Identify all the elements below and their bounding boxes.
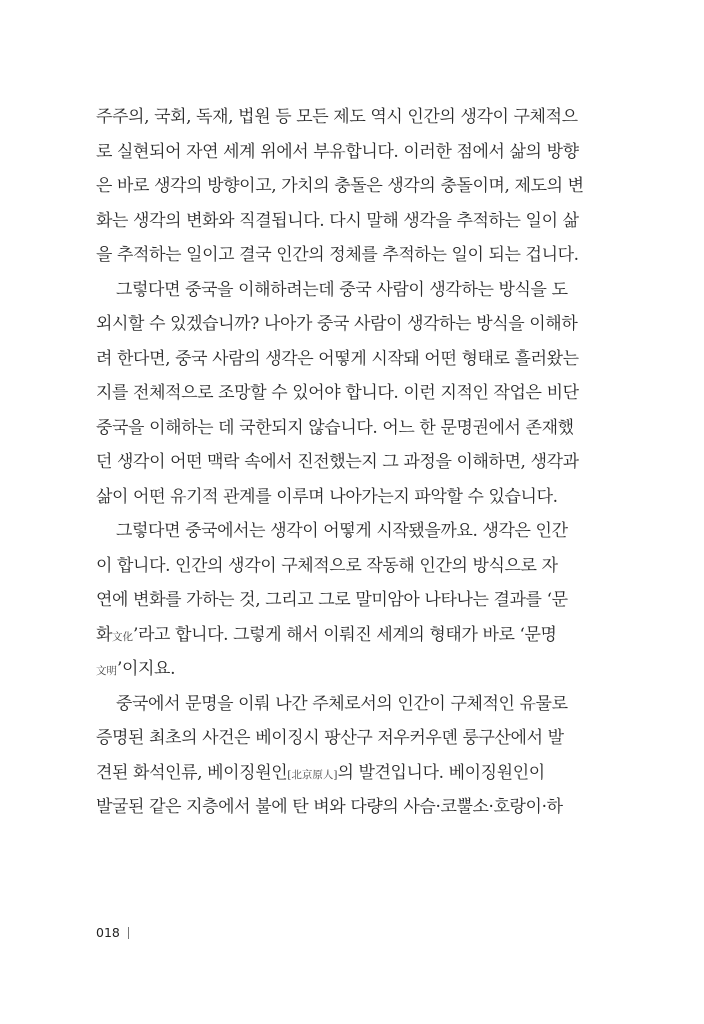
text-segment: ’라고 합니다. 그렇게 해서 이뤄진 세계의 형태가 바로 ‘문명	[133, 624, 557, 645]
page-number: 018	[96, 925, 120, 940]
text-segment: 화는 생각의 변화와 직결됩니다. 다시 말해 생각을 추적하는 일이 삶	[96, 210, 579, 231]
text-line	[96, 445, 610, 480]
text-segment: 로 실현되어 자연 세계 위에서 부유합니다. 이러한 점에서 삶의 방향	[96, 141, 579, 162]
text-segment: 그렇다면 중국을 이해하려는데 중국 사람이 생각하는 방식을 도	[116, 279, 568, 300]
text-line	[96, 376, 610, 411]
page-footer	[96, 925, 129, 940]
text-line	[96, 618, 610, 653]
text-segment: 발굴된 같은 지층에서 불에 탄 벼와 다량의 사슴·코뿔소·호랑이·하	[96, 797, 563, 817]
text-segment: 려 한다면, 중국 사람의 생각은 어떻게 시작돼 어떤 형태로 흘러왔는	[96, 348, 579, 369]
text-segment: ’이지요.	[117, 659, 176, 679]
body-text	[96, 100, 610, 825]
text-line	[96, 687, 610, 722]
text-line	[96, 652, 610, 687]
text-segment: 은 바로 생각의 방향이고, 가치의 충돌은 생각의 충돌이며, 제도의 변	[96, 176, 584, 196]
text-segment: 지를 전체적으로 조망할 수 있어야 합니다. 이런 지적인 작업은 비단	[96, 383, 579, 403]
text-segment: 주주의, 국회, 독재, 법원 등 모든 제도 역시 인간의 생각이 구체적으	[96, 107, 578, 127]
hanja-annotation: [北京原人]	[287, 768, 338, 781]
hanja-annotation: 文明	[96, 665, 117, 677]
text-line	[96, 135, 610, 170]
text-line	[96, 514, 610, 549]
text-line	[96, 549, 610, 584]
text-segment: 이 합니다. 인간의 생각이 구체적으로 작동해 인간의 방식으로 자	[96, 555, 558, 576]
text-segment: 증명된 최초의 사건은 베이징시 팡산구 저우커우뎬 룽구산에서 발	[96, 728, 564, 748]
text-line	[96, 100, 610, 135]
text-line	[96, 169, 610, 204]
text-line	[96, 756, 610, 791]
text-segment: 화	[96, 624, 113, 645]
text-segment: 의 발견입니다. 베이징원인이	[337, 762, 545, 783]
text-line	[96, 238, 610, 273]
text-segment: 연에 변화를 가하는 것, 그리고 그로 말미암아 나타나는 결과를 ‘문	[96, 590, 568, 610]
hanja-annotation: 文化	[112, 630, 134, 643]
text-segment: 중국을 이해하는 데 국한되지 않습니다. 어느 한 문명권에서 존재했	[96, 417, 574, 438]
text-segment: 중국에서 문명을 이뤄 나간 주체로서의 인간이 구체적인 유물로	[116, 693, 568, 714]
text-segment: 던 생각이 어떤 맥락 속에서 진전했는지 그 과정을 이해하면, 생각과	[96, 452, 579, 472]
text-segment: 그렇다면 중국에서는 생각이 어떻게 시작됐을까요. 생각은 인간	[116, 521, 568, 541]
text-line	[96, 790, 610, 825]
text-line	[96, 480, 610, 515]
text-line	[96, 204, 610, 239]
text-line	[96, 721, 610, 756]
text-segment: 견된 화석인류, 베이징원인	[96, 762, 288, 783]
text-line	[96, 273, 610, 308]
text-segment: 삶이 어떤 유기적 관계를 이루며 나아가는지 파악할 수 있습니다.	[96, 486, 558, 507]
text-segment: 외시할 수 있겠습니까? 나아가 중국 사람이 생각하는 방식을 이해하	[96, 314, 578, 334]
text-line	[96, 307, 610, 342]
footer-divider	[128, 927, 129, 939]
text-line	[96, 411, 610, 446]
text-line	[96, 583, 610, 618]
text-line	[96, 342, 610, 377]
text-segment: 을 추적하는 일이고 결국 인간의 정체를 추적하는 일이 되는 겁니다.	[96, 245, 579, 265]
